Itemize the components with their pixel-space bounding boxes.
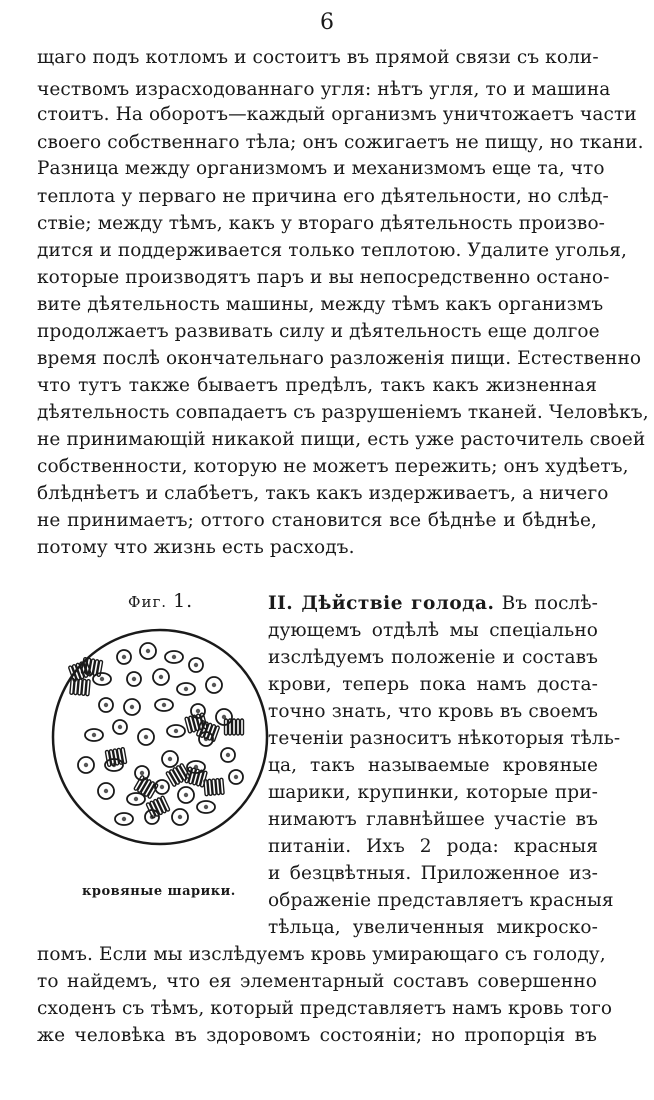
text-line: чествомъ израсходованнаго угля: нѣтъ угля, то и машина: [37, 79, 611, 100]
rouleaux-stack: [225, 719, 244, 735]
cell-nucleus: [122, 655, 126, 659]
text-line: которые производятъ паръ и вы непосредственно остано-: [37, 267, 610, 288]
cell-nucleus: [162, 703, 166, 707]
text-line: же человѣка въ здоровомъ состояніи; но пропорція въ: [37, 1025, 597, 1046]
cell-nucleus: [104, 789, 108, 793]
cell-nucleus: [104, 703, 108, 707]
text-line: тѣльца, увеличенныя микроско-: [268, 917, 598, 938]
cell-nucleus: [118, 725, 122, 729]
rouleaux-stack: [105, 747, 126, 766]
text-line: дится и поддерживается только теплотою. Удалите уголья,: [37, 240, 627, 261]
text-line: продолжаетъ развивать силу и дѣятельность еще долгое: [37, 321, 600, 342]
text-line: вите дѣятельность машины, между тѣмъ какъ организмъ: [37, 294, 604, 315]
cell-nucleus: [184, 687, 188, 691]
cell-nucleus: [196, 709, 200, 713]
text-line: ображеніе представляетъ красныя: [268, 890, 614, 911]
text-line: и безцвѣтныя. Приложенное из-: [268, 863, 598, 884]
text-line: своего собственнаго тѣла; онъ сожигаетъ не пищу, но ткани.: [37, 132, 644, 153]
cell-nucleus: [134, 797, 138, 801]
text-line: собственности, которую не можетъ пережить; онъ худѣетъ,: [37, 456, 629, 477]
text-line: блѣднѣетъ и слабѣетъ, такъ какъ издерживаетъ, а ничего: [37, 483, 609, 504]
text-line: точно знать, что кровь въ своемъ: [268, 701, 598, 722]
figure-label-text: Фиг.: [128, 593, 168, 611]
text-line: сходенъ съ тѣмъ, который представляетъ намъ кровь того: [37, 998, 613, 1019]
cell-nucleus: [226, 753, 230, 757]
microscope-field: [53, 630, 267, 844]
cell-nucleus: [130, 705, 134, 709]
text-line: что тутъ также бываетъ предѣлъ, такъ какъ жизненная: [37, 375, 597, 396]
text-line: ца, такъ называемые кровяные: [268, 755, 598, 776]
text-line: ствіе; между тѣмъ, какъ у втораго дѣятельность произво-: [37, 213, 606, 234]
cell-nucleus: [100, 677, 104, 681]
cell-nucleus: [132, 677, 136, 681]
text-line: шарики, крупинки, которые при-: [268, 782, 598, 803]
cell-nucleus: [146, 649, 150, 653]
figure-label: [128, 591, 193, 612]
cell-nucleus: [184, 793, 188, 797]
text-line: Разница между организмомъ и механизмомъ еще та, что: [37, 158, 605, 179]
text-line: теплота у перваго не причина его дѣятельности, но слѣд-: [37, 186, 609, 207]
rouleaux-stack: [204, 778, 224, 796]
text-line: время послѣ окончательнаго разложенія пищи. Естественно: [37, 348, 642, 369]
page-number: 6: [320, 10, 334, 35]
text-line: изслѣдуемъ положеніе и составъ: [268, 647, 598, 668]
text-line: нимаютъ главнѣйшее участіе въ: [268, 809, 598, 830]
cell-nucleus: [168, 757, 172, 761]
section-heading: II. Дѣйствіе голода.: [268, 593, 495, 614]
cell-nucleus: [172, 655, 176, 659]
text-line: не принимаетъ; оттого становится все бѣднѣе и бѣднѣе,: [37, 510, 597, 531]
text-line: то найдемъ, что ея элементарный составъ совершенно: [37, 971, 597, 992]
figure-number: 1.: [173, 590, 194, 612]
text-line: дѣятельность совпадаетъ съ разрушеніемъ тканей. Человѣкъ,: [37, 402, 649, 423]
text-line: не принимающій никакой пищи, есть уже расточитель своей: [37, 429, 646, 450]
figure-caption: кровяные шарики.: [82, 884, 236, 899]
text-line: потому что жизнь есть расходъ.: [37, 537, 355, 558]
cell-nucleus: [159, 675, 163, 679]
cell-nucleus: [234, 775, 238, 779]
text-line: крови, теперь пока намъ доста-: [268, 674, 598, 695]
cell-nucleus: [160, 785, 164, 789]
cell-nucleus: [84, 763, 88, 767]
cell-nucleus: [140, 771, 144, 775]
section-heading-line: [268, 592, 598, 616]
cell-nucleus: [204, 805, 208, 809]
text-line: стоитъ. На оборотъ—каждый организмъ уничтожаетъ части: [37, 104, 637, 125]
cell-nucleus: [194, 663, 198, 667]
section-heading-rest: Въ послѣ-: [501, 593, 598, 614]
cell-nucleus: [144, 735, 148, 739]
text-line: питаніи. Ихъ 2 рода: красныя: [268, 836, 598, 857]
cell-nucleus: [178, 815, 182, 819]
text-line: щаго подъ котломъ и состоитъ въ прямой связи съ коли-: [37, 47, 599, 68]
text-line: дующемъ отдѣлѣ мы спеціально: [268, 620, 598, 641]
cell-nucleus: [92, 733, 96, 737]
text-line: теченіи разноситъ нѣкоторыя тѣль-: [268, 728, 621, 749]
cell-nucleus: [212, 683, 216, 687]
cell-nucleus: [174, 729, 178, 733]
rouleaux-stack: [146, 796, 170, 819]
blood-cells-illustration: [46, 627, 274, 847]
cell-nucleus: [122, 817, 126, 821]
text-line: помъ. Если мы изслѣдуемъ кровь умирающаго съ голоду,: [37, 944, 606, 965]
